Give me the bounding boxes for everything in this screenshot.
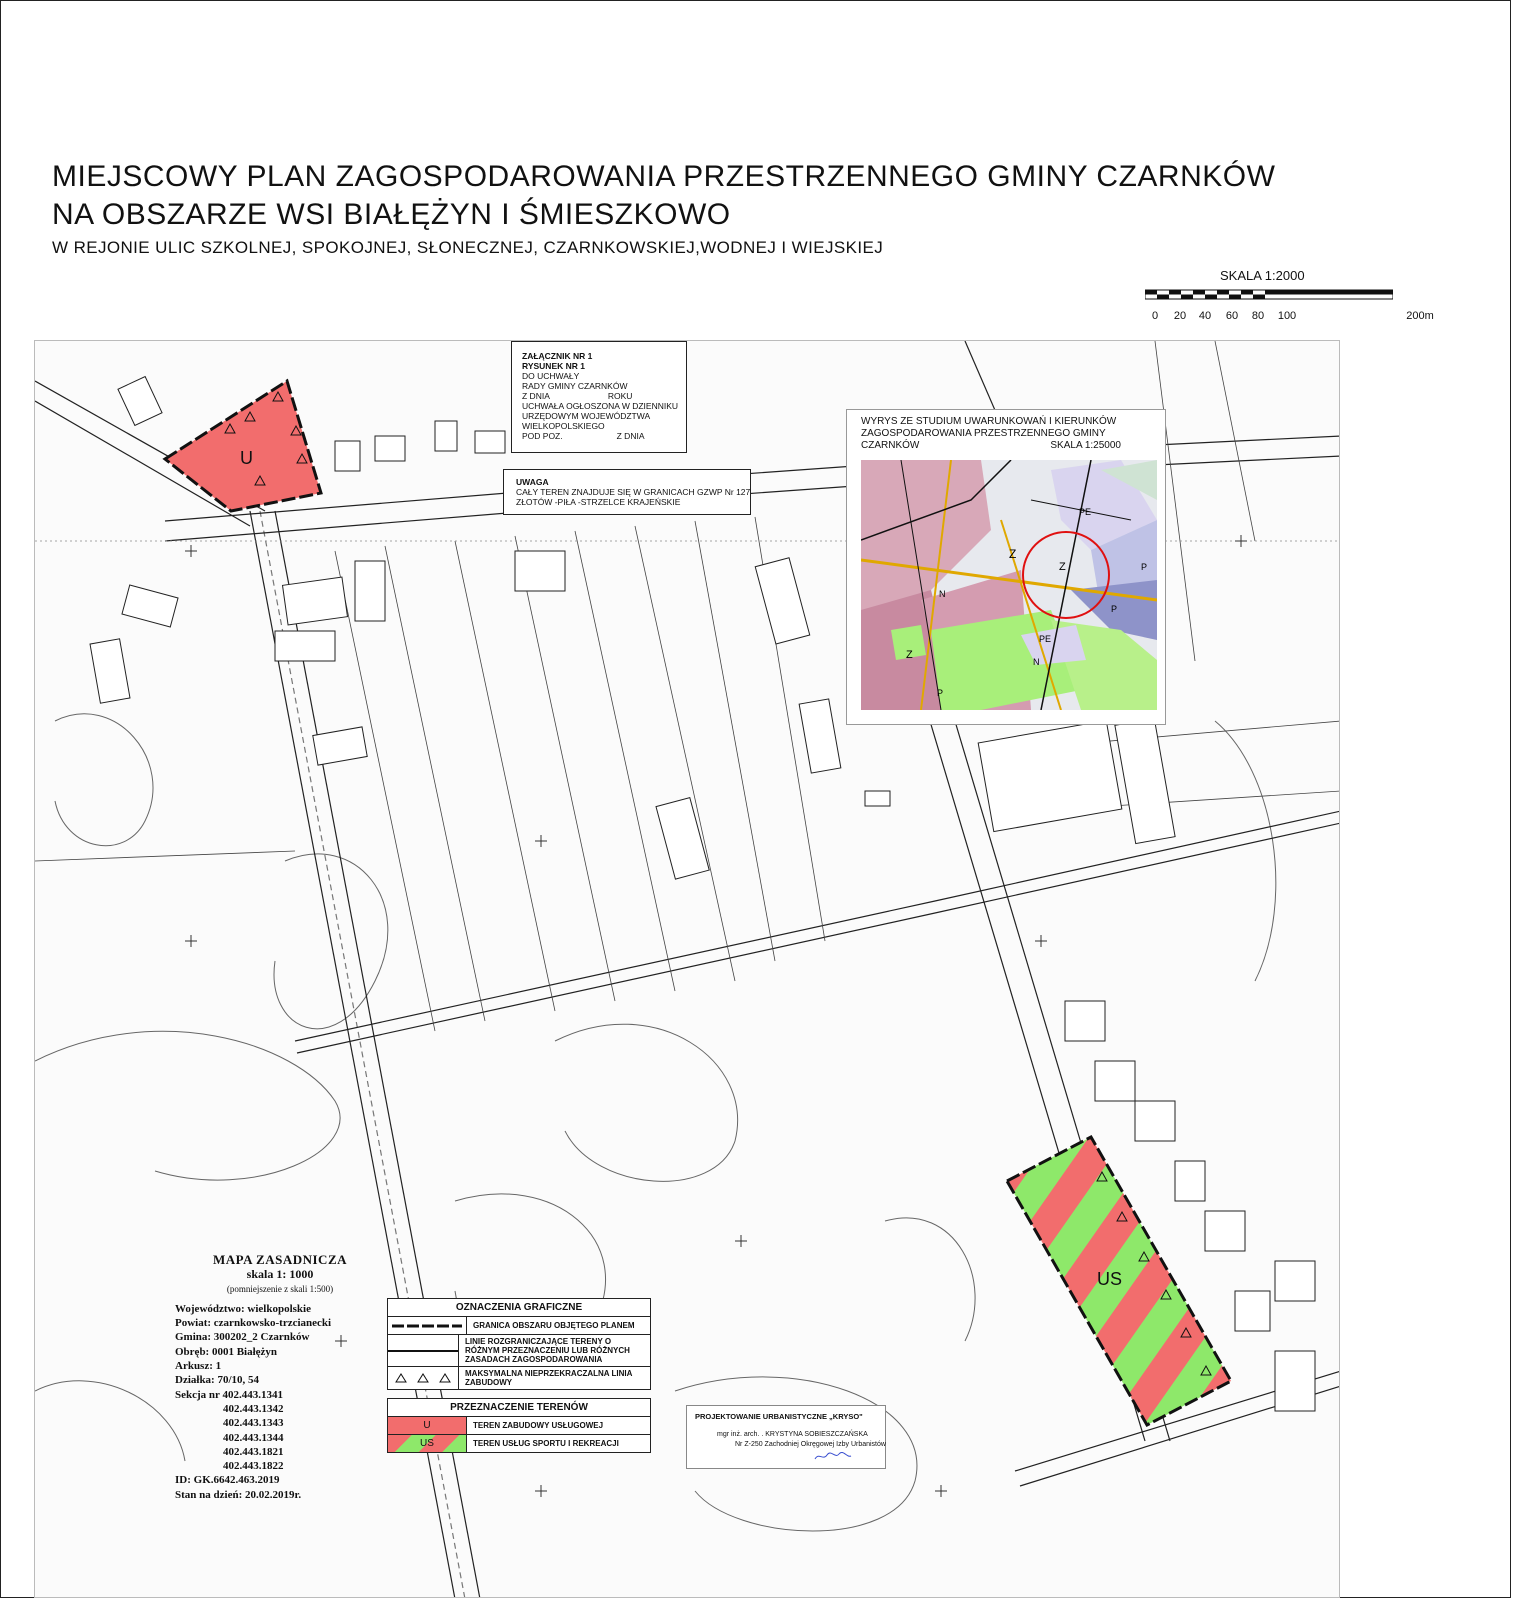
attachment-box: [511, 341, 687, 453]
contour-line: [35, 1031, 340, 1180]
road-edge: [295, 811, 1340, 1041]
study-zone-n: N: [1033, 657, 1040, 667]
base-map-section: 402.443.1822: [223, 1460, 284, 1473]
base-map-info: [175, 1253, 385, 1502]
legend-graphic: [387, 1298, 651, 1390]
zone-u-swatch: [388, 1417, 467, 1434]
scale-title: SKALA 1:2000: [1220, 268, 1305, 283]
attachment-text: Z DNIA: [522, 391, 550, 401]
attachment-text: WIELKOPOLSKIEGO: [522, 421, 605, 431]
zone-u: [165, 381, 321, 511]
building: [755, 558, 810, 644]
legend-label: MAKSYMALNA NIEPRZEKRACZALNA LINIA ZABUDOWY: [465, 1369, 633, 1387]
legend-label: LINIE ROZGRANICZAJĄCE TERENY O RÓŻNYM PRZEZNACZENIU LUB RÓŻNYCH ZASADACH ZAGOSPODAROWANIA: [465, 1337, 630, 1364]
attachment-pos-row: [522, 431, 676, 441]
legend-row: [388, 1335, 650, 1367]
study-title: CZARNKÓW: [861, 440, 920, 451]
contour-line: [55, 714, 153, 846]
contour-line: [885, 1218, 975, 1341]
study-title-row: [861, 440, 1151, 452]
zone-u-label: U: [240, 448, 253, 468]
building: [978, 720, 1122, 831]
study-zone-n: N: [939, 589, 946, 599]
parcel-line: [35, 851, 295, 861]
building: [1065, 1001, 1105, 1041]
base-map-voivodeship: Województwo: wielkopolskie: [175, 1302, 311, 1315]
note-box: [503, 469, 751, 515]
zone-code: US: [388, 1435, 466, 1452]
building: [1115, 718, 1175, 843]
scale-tick-20: 20: [1173, 310, 1187, 322]
building-line-symbol: [388, 1367, 459, 1389]
scale-bar: [1145, 289, 1393, 301]
base-map-plot: Działka: 70/10, 54: [175, 1374, 260, 1387]
base-map-precinct: Obręb: 0001 Białężyn: [175, 1345, 278, 1358]
attachment-text: UCHWAŁA OGŁOSZONA W DZIENNIKU: [522, 401, 679, 411]
contour-line: [35, 1381, 185, 1461]
building: [475, 431, 505, 453]
study-excerpt: [846, 409, 1166, 725]
parcel-line: [515, 536, 615, 1001]
base-map-county: Powiat: czarnkowsko-trzcianecki: [175, 1317, 332, 1330]
building: [1135, 1101, 1175, 1141]
contour-line: [1215, 721, 1276, 981]
study-title: WYRYS ZE STUDIUM UWARUNKOWAŃ I KIERUNKÓW: [861, 416, 1117, 427]
scale-tick-40: 40: [1198, 310, 1212, 322]
study-title: ZAGOSPODAROWANIA PRZESTRZENNEGO GMINY: [861, 428, 1106, 439]
designer-name: mgr inż. arch. . KRYSTYNA SOBIESZCZAŃSKA: [717, 1431, 868, 1438]
building: [1205, 1211, 1245, 1251]
base-map-section: 402.443.1343: [223, 1417, 284, 1430]
legend: [387, 1298, 651, 1461]
study-scale: SKALA 1:25000: [1050, 440, 1121, 451]
study-zone-z: Z: [1059, 561, 1066, 573]
building: [90, 639, 130, 703]
building: [799, 699, 841, 773]
legend-land-use-title: PRZEZNACZENIE TERENÓW: [388, 1399, 650, 1417]
note-text: ZŁOTÓW -PIŁA -STRZELCE KRAJEŃSKIE: [516, 497, 681, 507]
attachment-text: DO UCHWAŁY: [522, 371, 580, 381]
building: [355, 561, 385, 621]
base-map-title: MAPA ZASADNICZA: [212, 1252, 347, 1267]
designer-registration: Nr Z-250 Zachodniej Okręgowej Izby Urbanistów: [735, 1441, 886, 1448]
parcel-line: [575, 531, 675, 991]
legend-row: [388, 1367, 650, 1389]
building: [283, 577, 348, 625]
attachment-text: Z DNIA: [616, 431, 645, 441]
base-map-as-of: Stan na dzień: 20.02.2019r.: [175, 1488, 302, 1501]
building: [656, 798, 709, 880]
building: [313, 727, 367, 765]
attachment-text: RADY GMINY CZARNKÓW: [522, 381, 628, 391]
legend-graphic-title: OZNACZENIA GRAFICZNE: [388, 1299, 650, 1317]
study-zone-z: Z: [906, 649, 913, 661]
building: [1275, 1351, 1315, 1411]
scale-tick-200: 200m: [1406, 310, 1434, 322]
study-zone-p: P: [937, 688, 944, 698]
parcel-line: [635, 526, 735, 981]
note-text: CAŁY TEREN ZNAJDUJE SIĘ W GRANICACH GZWP Nr 127: [516, 487, 751, 497]
road-edge: [297, 823, 1340, 1053]
building: [122, 585, 178, 627]
boundary-line-symbol: [388, 1317, 467, 1334]
study-zone-z: Z: [1009, 547, 1017, 561]
legend-land-use: [387, 1398, 651, 1453]
attachment-title: ZAŁĄCZNIK NR 1: [522, 351, 593, 361]
contour-line: [555, 1024, 738, 1181]
base-map-section: 402.443.1344: [223, 1431, 284, 1444]
building: [435, 421, 457, 451]
study-inset-drawing: [861, 460, 1157, 710]
attachment-text: POD POZ.: [522, 431, 563, 441]
plan-map[interactable]: [34, 340, 1340, 1598]
building: [335, 441, 360, 471]
building: [1095, 1061, 1135, 1101]
scale-tick-0: 0: [1151, 310, 1159, 322]
division-line-symbol: [388, 1335, 459, 1366]
building: [1275, 1261, 1315, 1301]
plan-area-description: W REJONIE ULIC SZKOLNEJ, SPOKOJNEJ, SŁONECZNEJ, CZARNKOWSKIEJ,WODNEJ I WIEJSKIEJ: [52, 238, 884, 257]
plan-subtitle: NA OBSZARZE WSI BIAŁĘŻYN I ŚMIESZKOWO: [52, 198, 731, 231]
base-map-sheet: Arkusz: 1: [175, 1360, 222, 1373]
attachment-date-row: [522, 391, 676, 401]
study-zone-p: P: [1141, 562, 1148, 572]
designer-stamp: [686, 1405, 886, 1469]
designer-signature: [695, 1450, 877, 1465]
building: [1235, 1291, 1270, 1331]
legend-row: [388, 1317, 650, 1335]
attachment-text: URZĘDOWYM WOJEWÓDZTWA: [522, 411, 651, 421]
parcel-line: [385, 546, 485, 1021]
scale-tick-100: 100: [1277, 310, 1297, 322]
base-map-section: 402.443.1342: [223, 1402, 284, 1415]
building: [515, 551, 565, 591]
parcel-line: [335, 551, 435, 1031]
base-map-section: 402.443.1821: [223, 1445, 284, 1458]
attachment-text: ROKU: [607, 391, 633, 401]
study-zone-pe: PE: [1039, 634, 1052, 644]
study-inset-map: [861, 460, 1157, 710]
legend-row: [388, 1417, 650, 1435]
building: [118, 377, 162, 426]
legend-label: TEREN ZABUDOWY USŁUGOWEJ: [473, 1421, 604, 1430]
note-title: UWAGA: [516, 477, 549, 487]
designer-firm: PROJEKTOWANIE URBANISTYCZNE „KRYSO": [695, 1412, 863, 1421]
building: [375, 436, 405, 461]
building: [275, 631, 335, 661]
study-zone-p: P: [1111, 604, 1118, 614]
study-zone-pe: PE: [1079, 507, 1092, 517]
parcel-line: [455, 541, 555, 1011]
building: [865, 791, 890, 806]
base-map-commune: Gmina: 300202_2 Czarnków: [175, 1331, 310, 1344]
building: [1175, 1161, 1205, 1201]
plan-title: MIEJSCOWY PLAN ZAGOSPODAROWANIA PRZESTRZENNEGO GMINY CZARNKÓW: [52, 160, 1276, 193]
legend-row: [388, 1435, 650, 1452]
base-map-sections: Sekcja nr 402.443.1341: [175, 1388, 283, 1401]
scale-tick-60: 60: [1225, 310, 1239, 322]
zone-u-area: [165, 381, 321, 511]
zone-us-label: US: [1097, 1269, 1123, 1289]
zone-us-swatch: [388, 1435, 467, 1452]
legend-label: GRANICA OBSZARU OBJĘTEGO PLANEM: [473, 1321, 635, 1330]
attachment-drawing-no: RYSUNEK NR 1: [522, 361, 585, 371]
legend-label: TEREN USŁUG SPORTU I REKREACJI: [473, 1439, 619, 1448]
scale-tick-80: 80: [1251, 310, 1265, 322]
base-map-id: ID: GK.6642.463.2019: [175, 1474, 280, 1487]
zone-code: U: [388, 1417, 466, 1434]
base-map-scale-note: (pomniejszenie z skali 1:500): [226, 1283, 334, 1294]
base-map-scale: skala 1: 1000: [246, 1267, 314, 1282]
